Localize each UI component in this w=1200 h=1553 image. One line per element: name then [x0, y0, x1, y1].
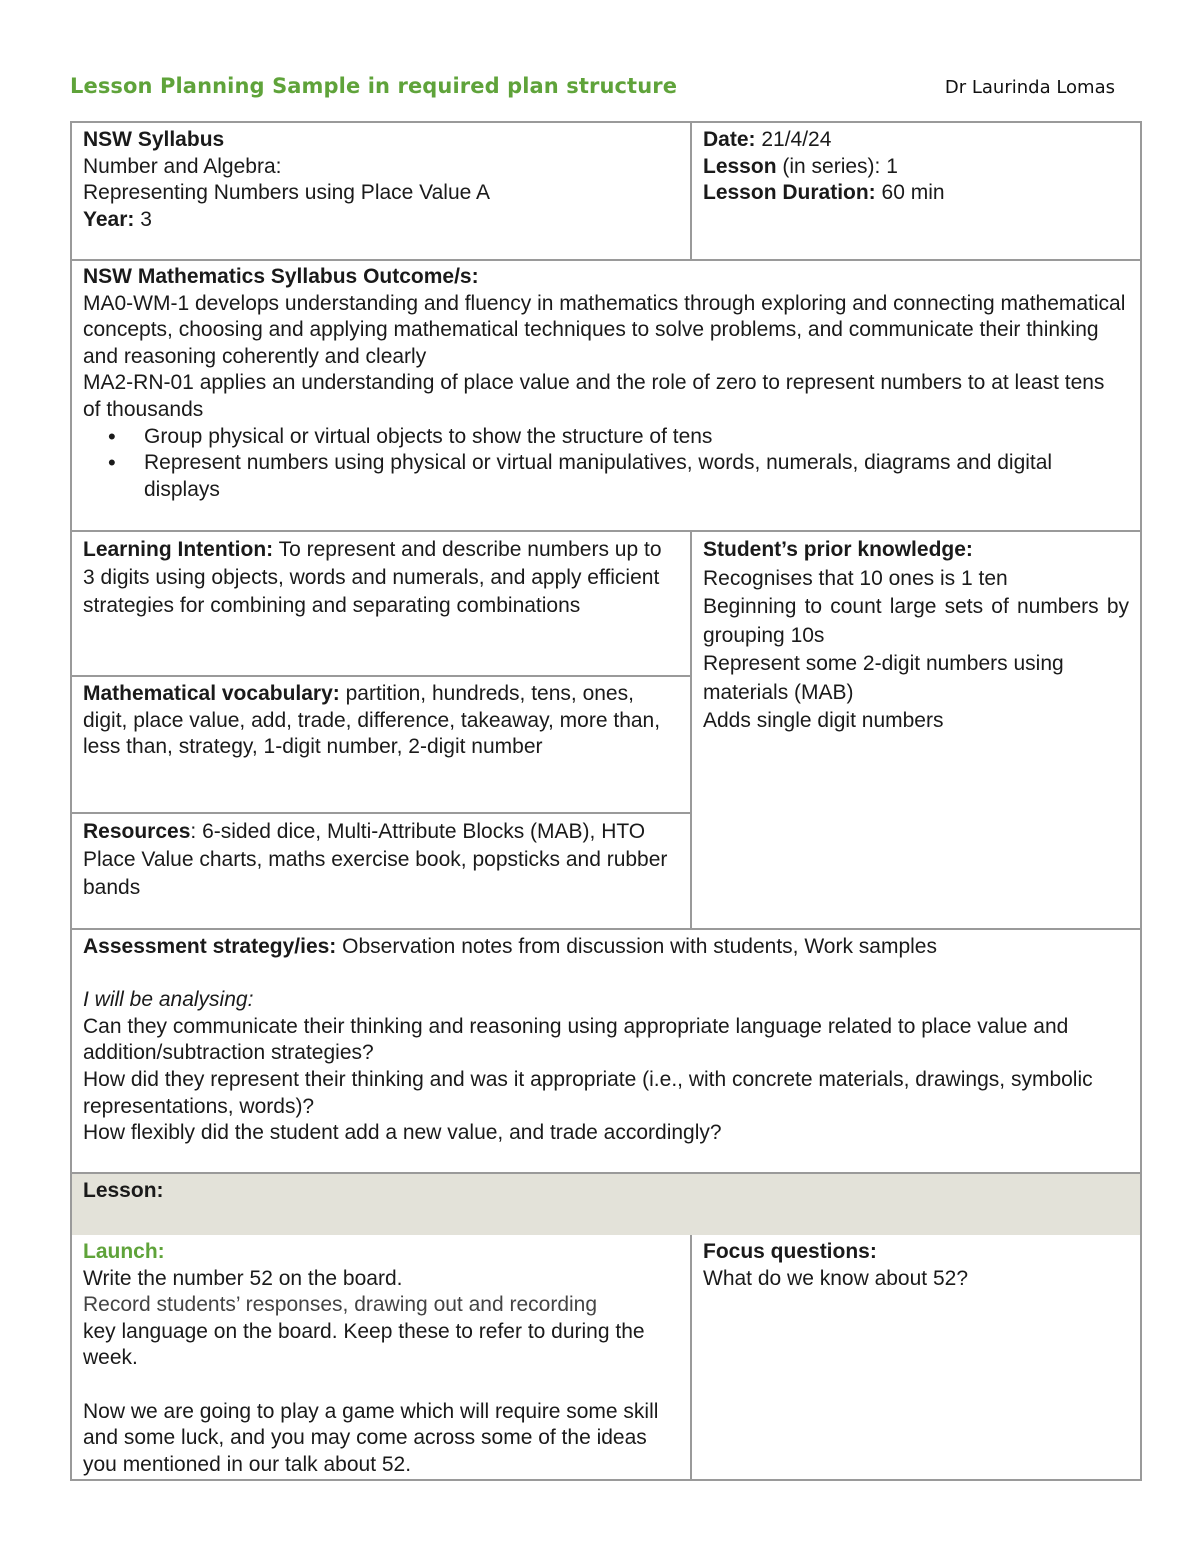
duration-value: 60 min — [875, 181, 945, 205]
resources-label: Resources — [83, 820, 191, 843]
spacer — [83, 961, 1126, 988]
syllabus-cell — [72, 123, 690, 233]
lesson-number-value: (in series): 1 — [776, 154, 898, 178]
resources-colon: : — [190, 820, 197, 843]
launch-paragraph: Now we are going to play a game which will require some skill and some luck, and you may come across some of the ideas you mentioned in our talk about 52. — [83, 1399, 659, 1476]
prior-knowledge-item: Beginning to count large sets of numbers by grouping 10s — [703, 595, 1129, 647]
outcomes-cell — [72, 260, 1140, 503]
launch-line: key language on the board. Keep these to refer to during the week. — [83, 1319, 645, 1370]
launch-line: Record students’ responses, drawing out and recording — [83, 1293, 598, 1317]
assessment-text: Observation notes from discussion with students, Work samples — [336, 935, 937, 958]
launch-line: Write the number 52 on the board. — [83, 1266, 403, 1290]
focus-question: What do we know about 52? — [703, 1266, 969, 1290]
assessment-cell — [72, 930, 1140, 1147]
launch-cell — [72, 1235, 690, 1478]
vocabulary-label: Mathematical vocabulary: — [83, 682, 340, 705]
vocabulary-cell — [72, 677, 690, 761]
outcome-bullet: • Represent numbers using physical or virtual manipulatives, words, numerals, diagrams and digital displays — [83, 450, 1126, 503]
syllabus-topic: Representing Numbers using Place Value A — [83, 181, 491, 205]
prior-knowledge-heading: Student’s prior knowledge: — [703, 538, 973, 561]
launch-label: Launch: — [83, 1240, 165, 1263]
duration-label: Lesson Duration: — [703, 181, 876, 205]
date-cell — [692, 123, 1140, 207]
vocabulary-text: partition, hundreds, tens, ones, digit, place value, add, trade, difference, takeaway, more than, less than, strategy, 1-digit number, 2-digit number — [83, 682, 661, 759]
outcome-ma2: MA2-RN-01 applies an understanding of place value and the role of zero to represent numbers to at least tens of thousands — [83, 371, 1105, 421]
date-value: 21/4/24 — [755, 128, 832, 151]
year-value: 3 — [134, 207, 152, 231]
assessment-question: How did they represent their thinking and was it appropriate (i.e., with concrete materials, drawings, symbolic representations, words)? — [83, 1067, 1093, 1118]
prior-knowledge-cell — [692, 532, 1140, 736]
learning-intention-label: Learning Intention: — [83, 538, 274, 561]
document-header — [70, 74, 1115, 108]
assessment-label: Assessment strategy/ies: — [83, 935, 337, 958]
focus-questions-label: Focus questions: — [703, 1240, 877, 1263]
date-label: Date: — [703, 128, 756, 151]
prior-knowledge-item: Represent some 2-digit numbers using materials (MAB) — [703, 652, 1064, 704]
syllabus-heading: NSW Syllabus — [83, 128, 225, 151]
outcome-ma0: MA0-WM-1 develops understanding and fluency in mathematics through exploring and connecting mathematical concepts, choosing and applying mathematical techniques to solve problems, and communicate their thinking and reasoning coherently and clearly — [83, 291, 1126, 368]
outcomes-heading: NSW Mathematics Syllabus Outcome/s: — [83, 265, 479, 288]
lesson-cell — [72, 1174, 1140, 1205]
spacer — [83, 1372, 679, 1399]
outcome-bullet: • Group physical or virtual objects to show the structure of tens — [83, 424, 1126, 451]
learning-intention-text: To represent and describe numbers up to 3 digits using objects, words and numerals, and apply efficient strategies for combining and separating combinations — [83, 538, 662, 617]
assessment-question: Can they communicate their thinking and reasoning using appropriate language related to place value and addition/subtraction strategies? — [83, 1014, 1069, 1065]
analysing-label: I will be analysing: — [83, 988, 254, 1012]
prior-knowledge-item: Recognises that 10 ones is 1 ten — [703, 566, 1008, 590]
lesson-label: Lesson: — [83, 1179, 164, 1202]
lesson-plan-table — [70, 121, 1142, 1481]
prior-knowledge-item: Adds single digit numbers — [703, 709, 944, 732]
focus-questions-cell — [692, 1235, 1140, 1292]
learning-intention-cell — [72, 532, 690, 620]
document-title: Lesson Planning Sample in required plan structure — [70, 74, 678, 98]
document-author: Dr Laurinda Lomas — [944, 77, 1115, 98]
assessment-question: How flexibly did the student add a new value, and trade accordingly? — [83, 1121, 722, 1145]
outcome-bullet-list — [83, 424, 1126, 504]
lesson-number-label: Lesson — [703, 154, 777, 178]
resources-text: 6-sided dice, Multi-Attribute Blocks (MAB), HTO Place Value charts, maths exercise book, popsticks and rubber bands — [83, 820, 668, 899]
syllabus-strand: Number and Algebra: — [83, 154, 282, 178]
resources-cell — [72, 814, 690, 902]
year-label: Year: — [83, 207, 135, 231]
